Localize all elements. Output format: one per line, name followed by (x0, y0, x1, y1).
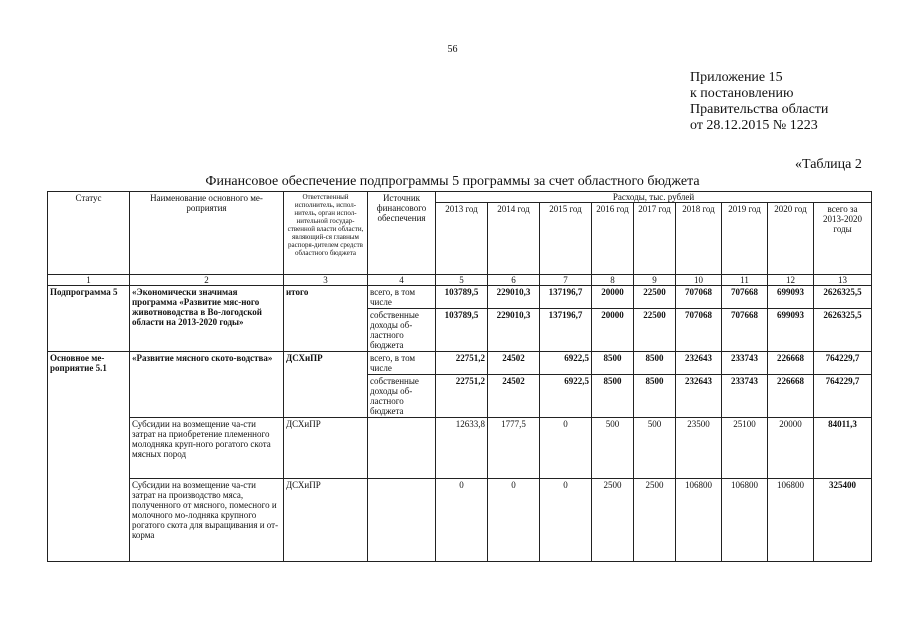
table-row (48, 286, 872, 309)
column-number: 9 (634, 275, 676, 286)
column-number: 11 (722, 275, 768, 286)
cell-value: 226668 (768, 375, 814, 418)
cell-value: 106800 (768, 479, 814, 562)
column-number: 12 (768, 275, 814, 286)
cell-value: 325400 (814, 479, 872, 562)
cell-value: 137196,7 (540, 309, 592, 352)
cell-value: 24502 (488, 375, 540, 418)
header-year: 2019 год (722, 203, 768, 275)
header-row (48, 192, 872, 203)
header-year: 2013 год (436, 203, 488, 275)
cell-value: 106800 (722, 479, 768, 562)
row-name: Субсидии на возмещение ча-сти затрат на производство мяса, полученного от мясного, помесного и молочного мо-лодняка крупного рогатого скота для выращивания и от-корма (130, 479, 284, 562)
appendix-line: от 28.12.2015 № 1223 (690, 118, 818, 133)
cell-value: 229010,3 (488, 286, 540, 309)
header-year: 2014 год (488, 203, 540, 275)
row-name: «Развитие мясного ското-водства» (130, 352, 284, 418)
cell-value: 23500 (676, 418, 722, 479)
row-executor: ДСХиПР (284, 479, 368, 562)
cell-value: 22751,2 (436, 352, 488, 375)
column-number: 13 (814, 275, 872, 286)
cell-value: 2500 (634, 479, 676, 562)
row-name: «Экономически значимая программа «Развитие мяс-ного животноводства в Во-логодской области на 2013-2020 годы» (130, 286, 284, 352)
row-source: собственные доходы об-ластного бюджета (368, 375, 436, 418)
cell-value: 233743 (722, 352, 768, 375)
cell-value: 229010,3 (488, 309, 540, 352)
table-label: «Таблица 2 (795, 157, 862, 172)
cell-value: 6922,5 (540, 375, 592, 418)
table-title: Финансовое обеспечение подпрограммы 5 программы за счет областного бюджета (205, 174, 700, 189)
header-status: Статус (48, 192, 130, 275)
column-number-row (48, 275, 872, 286)
appendix-line: Приложение 15 (690, 70, 783, 85)
finance-table (47, 191, 872, 562)
cell-value: 137196,7 (540, 286, 592, 309)
table-row (48, 479, 872, 562)
column-number: 10 (676, 275, 722, 286)
column-number: 4 (368, 275, 436, 286)
cell-value: 1777,5 (488, 418, 540, 479)
page-number: 56 (447, 44, 458, 55)
cell-value: 707068 (676, 286, 722, 309)
cell-value: 500 (592, 418, 634, 479)
row-source (368, 418, 436, 479)
cell-value: 103789,5 (436, 309, 488, 352)
cell-value: 699093 (768, 309, 814, 352)
header-year: 2017 год (634, 203, 676, 275)
header-source: Источник финансового обеспечения (368, 192, 436, 275)
cell-value: 8500 (592, 375, 634, 418)
cell-value: 2626325,5 (814, 309, 872, 352)
row-executor: итого (284, 286, 368, 352)
cell-value: 8500 (634, 352, 676, 375)
appendix-line: к постановлению (690, 86, 794, 101)
row-source: всего, в том числе (368, 286, 436, 309)
column-number: 6 (488, 275, 540, 286)
column-number: 8 (592, 275, 634, 286)
cell-value: 106800 (676, 479, 722, 562)
column-number: 1 (48, 275, 130, 286)
cell-value: 25100 (722, 418, 768, 479)
cell-value: 764229,7 (814, 352, 872, 375)
row-source: всего, в том числе (368, 352, 436, 375)
cell-value: 103789,5 (436, 286, 488, 309)
table-row (48, 418, 872, 479)
cell-value: 8500 (592, 352, 634, 375)
cell-value: 226668 (768, 352, 814, 375)
cell-value: 20000 (592, 309, 634, 352)
cell-value: 0 (436, 479, 488, 562)
header-year: всего за 2013-2020 годы (814, 203, 872, 275)
cell-value: 22751,2 (436, 375, 488, 418)
row-name: Субсидии на возмещение ча-сти затрат на приобретение племенного молодняка круп-ного рогатого скота мясных пород (130, 418, 284, 479)
column-number: 7 (540, 275, 592, 286)
header-year: 2020 год (768, 203, 814, 275)
cell-value: 6922,5 (540, 352, 592, 375)
cell-value: 2626325,5 (814, 286, 872, 309)
row-source: собственные доходы об-ластного бюджета (368, 309, 436, 352)
cell-value: 699093 (768, 286, 814, 309)
cell-value: 12633,8 (436, 418, 488, 479)
cell-value: 0 (540, 418, 592, 479)
cell-value: 0 (540, 479, 592, 562)
row-status: Основное ме-роприятие 5.1 (48, 352, 130, 562)
cell-value: 22500 (634, 309, 676, 352)
header-year: 2016 год (592, 203, 634, 275)
header-name: Наименование основного ме-роприятия (130, 192, 284, 275)
cell-value: 2500 (592, 479, 634, 562)
table-row (48, 352, 872, 375)
column-number: 3 (284, 275, 368, 286)
cell-value: 707668 (722, 309, 768, 352)
cell-value: 22500 (634, 286, 676, 309)
cell-value: 84011,3 (814, 418, 872, 479)
row-status: Подпрограмма 5 (48, 286, 130, 352)
appendix-block (690, 70, 828, 134)
cell-value: 233743 (722, 375, 768, 418)
appendix-line: Правительства области (690, 102, 829, 117)
cell-value: 232643 (676, 352, 722, 375)
column-number: 2 (130, 275, 284, 286)
cell-value: 500 (634, 418, 676, 479)
row-source (368, 479, 436, 562)
cell-value: 707068 (676, 309, 722, 352)
cell-value: 20000 (768, 418, 814, 479)
cell-value: 8500 (634, 375, 676, 418)
row-executor: ДСХиПР (284, 352, 368, 418)
header-year: 2015 год (540, 203, 592, 275)
cell-value: 24502 (488, 352, 540, 375)
cell-value: 707668 (722, 286, 768, 309)
header-year: 2018 год (676, 203, 722, 275)
cell-value: 232643 (676, 375, 722, 418)
column-number: 5 (436, 275, 488, 286)
header-executor: Ответственный исполнитель, испол-нитель, орган испол-нительной государ-ственной власти области, являющий-ся главным распоря-дителем средств областного бюджета (284, 192, 368, 275)
row-executor: ДСХиПР (284, 418, 368, 479)
cell-value: 20000 (592, 286, 634, 309)
cell-value: 0 (488, 479, 540, 562)
cell-value: 764229,7 (814, 375, 872, 418)
header-expenses: Расходы, тыс. рублей (436, 192, 872, 203)
